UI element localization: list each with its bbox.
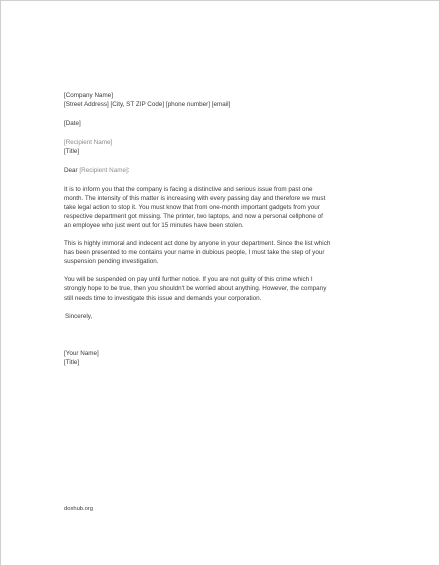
paragraph-line: respective department got missing. The printer, two laptops, and now a personal cellphone of xyxy=(64,212,323,220)
body-paragraph-3 xyxy=(64,275,382,302)
body-paragraph-1 xyxy=(64,185,382,230)
letter-content xyxy=(64,91,382,367)
signature-title: [Title] xyxy=(64,358,80,366)
paragraph-line: suspension pending investigation. xyxy=(64,258,159,266)
paragraph-line: strongly hope to be true, then you shouldn't be worried about anything. However, the company xyxy=(64,285,327,293)
paragraph-line: an employee who just went out for 15 minutes have been stolen. xyxy=(64,221,244,229)
signature-name: [Your Name] xyxy=(64,349,99,357)
paragraph-line: This is highly immoral and indecent act done by anyone in your department. Since the list which xyxy=(64,240,331,248)
letter-date: [Date] xyxy=(64,120,81,128)
salutation-suffix: : xyxy=(127,167,130,175)
paragraph-line: month. The intensity of this matter is increasing with every passing day and therefore we must xyxy=(64,194,326,202)
salutation-recipient-name: [Recipient Name] xyxy=(79,167,128,175)
paragraph-line: has been presented to me contains your name in dubious people, I must take the step of your xyxy=(64,249,325,257)
salutation xyxy=(64,166,382,175)
sender-company-name: [Company Name] xyxy=(64,92,113,99)
paragraph-line: still needs time to investigate this issue and demands your corporation. xyxy=(64,294,262,302)
paragraph-line: take legal action to stop it. You must know that from one-month important gadgets from your xyxy=(64,203,320,211)
closing: Sincerely, xyxy=(65,312,93,320)
body-paragraph-2 xyxy=(64,239,382,266)
paragraph-line: It is to inform you that the company is facing a distinctive and serious issue from past one xyxy=(64,185,313,193)
salutation-prefix: Dear xyxy=(64,167,80,175)
paragraph-line: You will be suspended on pay until further notice. If you are not guilty of this crime which I xyxy=(64,276,313,284)
footer-website: doxhub.org xyxy=(64,506,94,512)
recipient-name: [Recipient Name] xyxy=(64,139,113,147)
recipient-title: [Title] xyxy=(64,148,80,156)
sender-address-line: [Street Address] [City, ST ZIP Code] [phone number] [email] xyxy=(64,101,231,109)
